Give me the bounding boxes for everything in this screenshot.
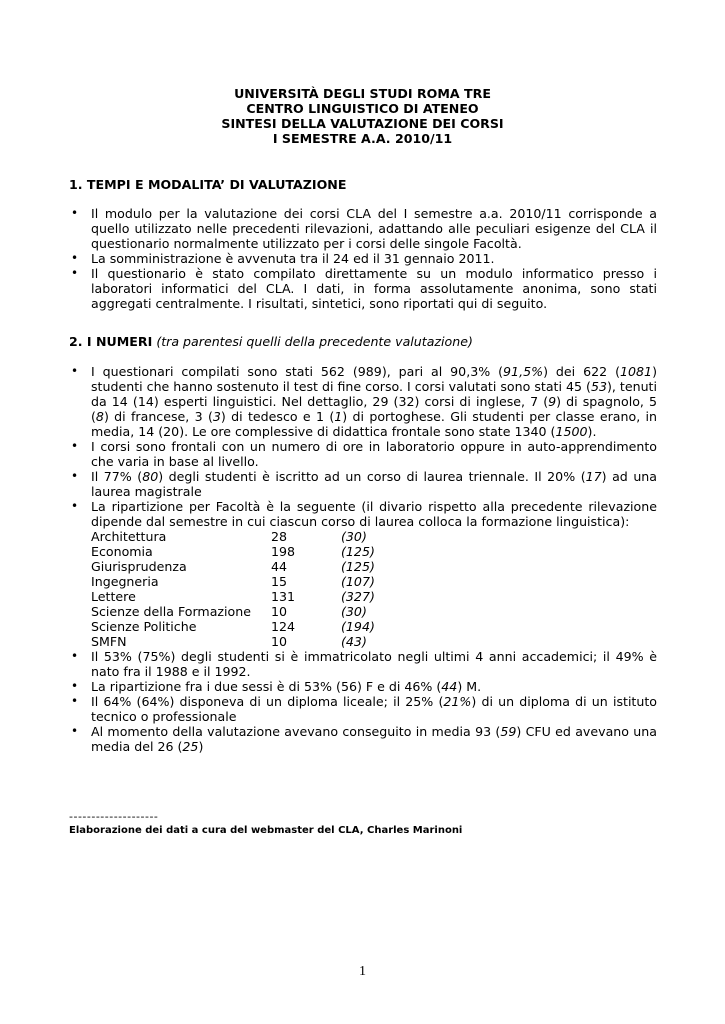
page-number: 1: [359, 964, 366, 979]
bullet-icon: •: [71, 499, 79, 513]
list-item: • Il modulo per la valutazione dei corsi CLA del I semestre a.a. 2010/11 corrisponde a quello utilizzato nelle precedenti rilevazioni, adattando alle peculiari esigenze del CLA il questionario normalmente utilizzato per i corsi delle singole Facoltà.: [71, 206, 657, 251]
footnote-credit: Elaborazione dei dati a cura del webmaster del CLA, Charles Marinoni: [69, 825, 463, 836]
bullet-icon: •: [71, 694, 79, 708]
document-header: [0, 86, 725, 146]
list-item: • Al momento della valutazione avevano conseguito in media 93 (59) CFU ed avevano una media del 26 (25): [71, 724, 657, 754]
list-item: • I questionari compilati sono stati 562 (989), pari al 90,3% (91,5%) dei 622 (1081) studenti che hanno sostenuto il test di fine corso. I corsi valutati sono stati 45 (53), tenuti da 14 (14) esperti linguistici. Nel dettaglio, 29 (32) corsi di inglese, 7 (9) di spagnolo, 5 (8) di francese, 3 (3) di tedesco e 1 (1) di portoghese. Gli studenti per classe erano, in media, 14 (20). Le ore complessive di didattica frontale sono state 1340 (1500).: [71, 364, 658, 439]
table-row: Scienze della Formazione 10 (30): [91, 604, 367, 619]
list-item: • Il 77% (80) degli studenti è iscritto ad un corso di laurea triennale. Il 20% (17) ad una laurea magistrale: [71, 469, 658, 499]
footnote-separator: --------------------: [69, 810, 159, 823]
section2-heading-note: (tra parentesi quelli della precedente valutazione): [156, 334, 473, 349]
table-row: SMFN 10 (43): [91, 634, 367, 649]
header-title: SINTESI DELLA VALUTAZIONE DEI CORSI: [221, 116, 504, 131]
section1-list: [69, 206, 657, 311]
bullet-icon: •: [71, 724, 79, 738]
table-row: Lettere 131 (327): [91, 589, 375, 604]
list-item: • La somministrazione è avvenuta tra il 24 ed il 31 gennaio 2011.: [71, 251, 495, 266]
list-item: • La ripartizione fra i due sessi è di 53% (56) F e di 46% (44) M.: [71, 679, 482, 694]
list-item: • Il 64% (64%) disponeva di un diploma liceale; il 25% (21%) di un diploma di un istituto tecnico o professionale: [71, 694, 657, 724]
bullet-icon: •: [71, 439, 79, 453]
section1-heading: 1. TEMPI E MODALITA’ DI VALUTAZIONE: [69, 177, 347, 192]
table-row: Architettura 28 (30): [91, 529, 367, 544]
table-row: Giurisprudenza 44 (125): [91, 559, 375, 574]
table-row: Ingegneria 15 (107): [91, 574, 375, 589]
bullet-icon: •: [71, 266, 79, 280]
table-row: Scienze Politiche 124 (194): [91, 619, 375, 634]
header-university: UNIVERSITÀ DEGLI STUDI ROMA TRE: [234, 86, 491, 101]
list-item: • Il questionario è stato compilato direttamente su un modulo informatico presso i laboratori informatici del CLA. I dati, in forma assolutamente anonima, sono stati aggregati centralmente. I risultati, sintetici, sono riportati qui di seguito.: [71, 266, 657, 311]
header-centre: CENTRO LINGUISTICO DI ATENEO: [246, 101, 479, 116]
bullet-icon: •: [71, 469, 79, 483]
bullet-icon: •: [71, 364, 79, 378]
bullet-icon: •: [71, 251, 79, 265]
bullet-icon: •: [71, 649, 79, 663]
section2-heading: [69, 334, 473, 349]
bullet-icon: •: [71, 206, 79, 220]
section2-heading-label: 2. I NUMERI: [69, 334, 153, 349]
faculty-table: [91, 529, 431, 649]
bullet-icon: •: [71, 679, 79, 693]
list-item: • La ripartizione per Facoltà è la seguente (il divario rispetto alla precedente rilevazione dipende dal semestre in cui ciascun corso di laurea colloca la formazione linguistica): Architettura 28 (30) Economia 198 (125) Giurisprudenza 44 (125) Ingegneria 15 (107) Lettere 131 (327) Scienze della Formazione 10 (30) Scienze Politiche 124 (194) SMFN 10 (43): [71, 499, 657, 649]
table-row: Economia 198 (125): [91, 544, 375, 559]
header-semester: I SEMESTRE A.A. 2010/11: [272, 131, 453, 146]
section2-list: [69, 364, 657, 754]
list-item: • Il 53% (75%) degli studenti si è immatricolato negli ultimi 4 anni accademici; il 49% è nato fra il 1988 e il 1992.: [71, 649, 657, 679]
list-item: • I corsi sono frontali con un numero di ore in laboratorio oppure in auto-apprendimento che varia in base al livello.: [71, 439, 657, 469]
